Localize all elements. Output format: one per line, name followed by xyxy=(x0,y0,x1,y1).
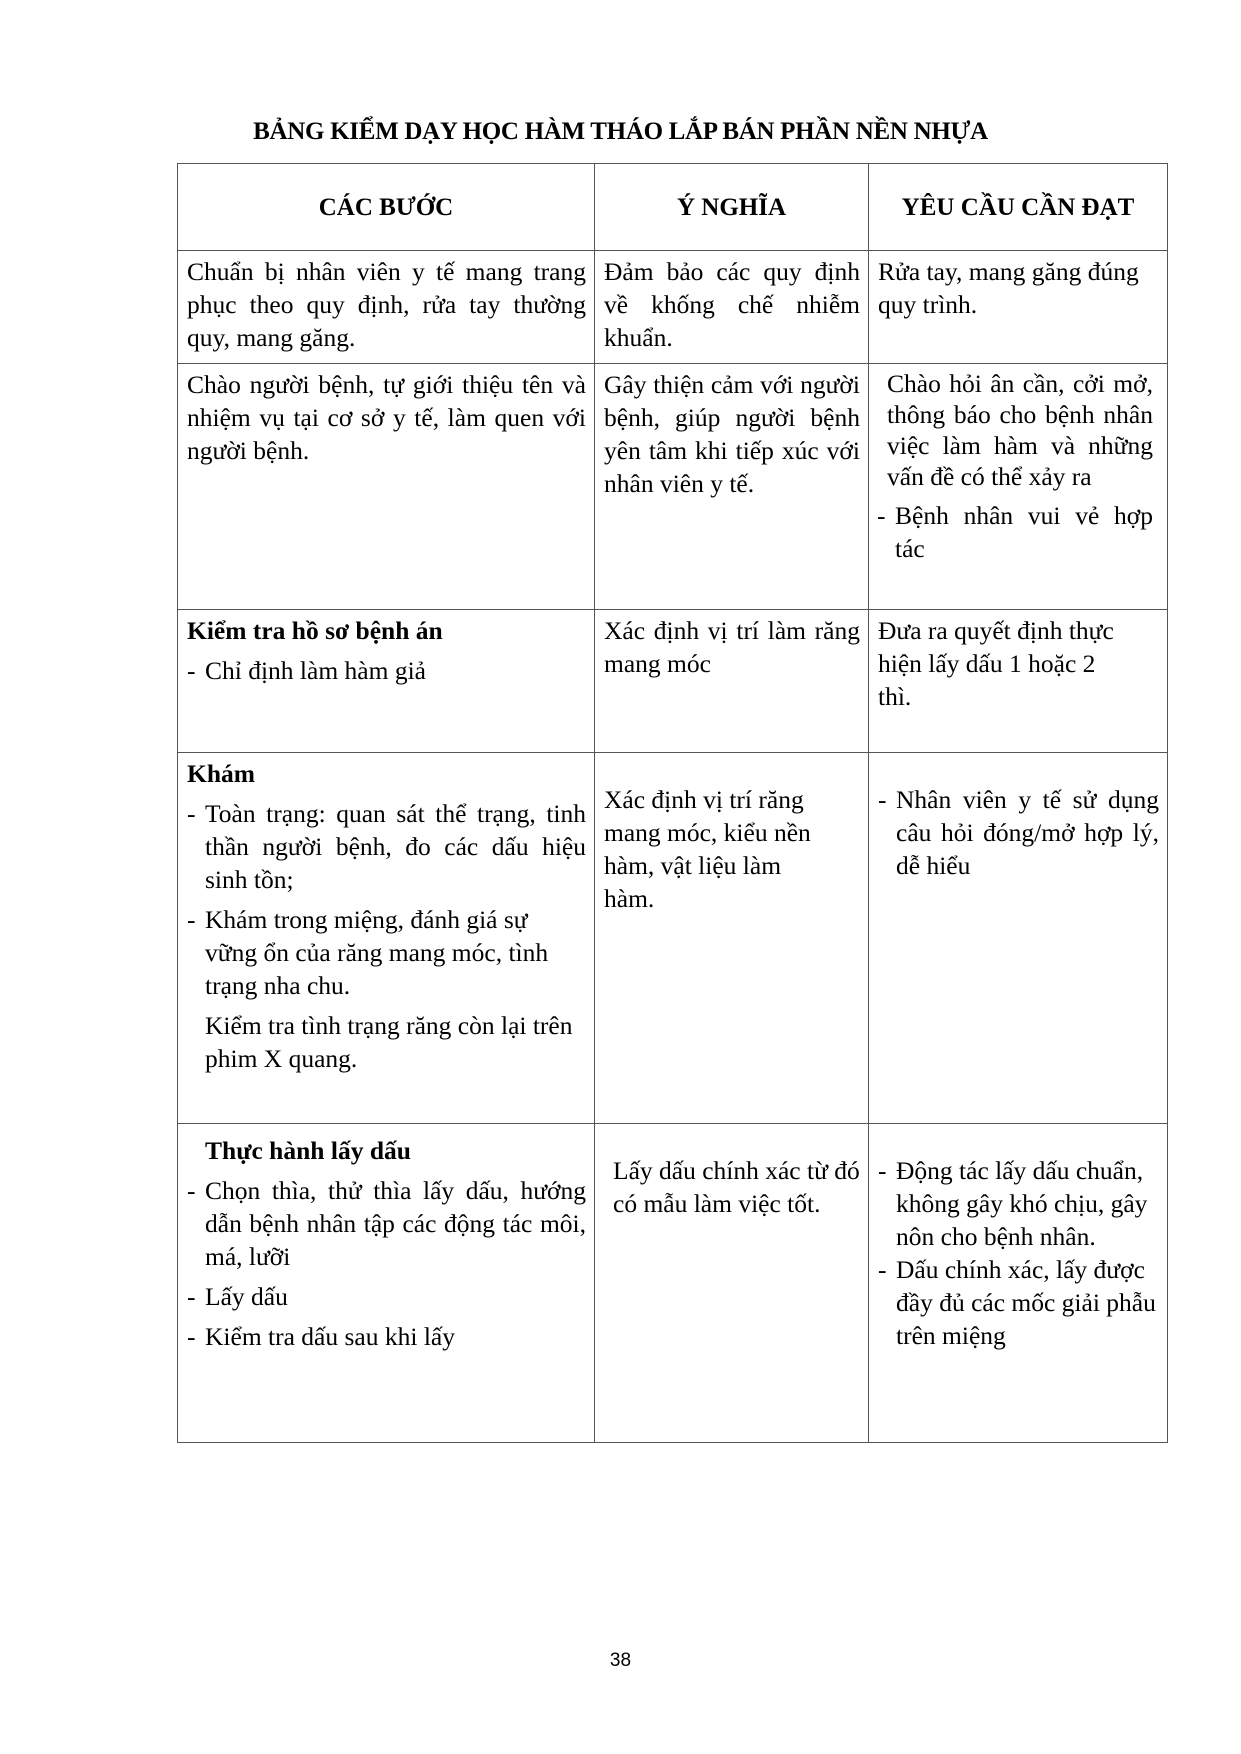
requirement-item-text: Bệnh nhân vui vẻ hợp tác xyxy=(895,501,1153,563)
steps-heading: Khám xyxy=(187,759,256,788)
steps-cell xyxy=(178,610,595,753)
dash: - xyxy=(878,785,887,814)
meaning-cell xyxy=(595,610,869,753)
steps-cell xyxy=(178,364,595,610)
requirement-text: Đưa ra quyết định thực hiện lấy dấu 1 hoặc 2 thì. xyxy=(878,616,1114,711)
meaning-text: Xác định vị trí làm răng mang móc xyxy=(604,616,860,678)
steps-item xyxy=(187,1174,586,1273)
table-row xyxy=(178,753,1168,1124)
table-row xyxy=(178,364,1168,610)
steps-note: Kiểm tra tình trạng răng còn lại trên phim X quang. xyxy=(205,1011,573,1073)
dash: - xyxy=(877,501,886,530)
requirement-cell xyxy=(869,251,1168,364)
requirement-item-text: Động tác lấy dấu chuẩn, không gây khó chịu, gây nôn cho bệnh nhân. xyxy=(896,1156,1148,1251)
requirement-text: Chào hỏi ân cần, cởi mở, thông báo cho bệnh nhân việc làm hàm và những vấn đề có thể xảy ra xyxy=(887,369,1153,491)
meaning-cell xyxy=(595,251,869,364)
meaning-text: Đảm bảo các quy định về khống chế nhiễm khuẩn. xyxy=(604,257,860,352)
steps-item-text: Khám trong miệng, đánh giá sự vững ổn của răng mang móc, tình trạng nha chu. xyxy=(205,905,549,1000)
requirement-cell xyxy=(869,1124,1168,1443)
meaning-text: Gây thiện cảm với người bệnh, giúp người bệnh yên tâm khi tiếp xúc với nhân viên y tế. xyxy=(604,370,860,498)
steps-text: Chuẩn bị nhân viên y tế mang trang phục theo quy định, rửa tay thường quy, mang găng. xyxy=(187,257,586,352)
requirement-item-text: Nhân viên y tế sử dụng câu hỏi đóng/mở hợp lý, dễ hiểu xyxy=(896,785,1159,880)
table-row xyxy=(178,251,1168,364)
steps-item-text: Lấy dấu xyxy=(205,1282,288,1311)
checklist-table xyxy=(177,163,1168,1443)
header-requirement: YÊU CẦU CẦN ĐẠT xyxy=(869,164,1168,251)
header-meaning: Ý NGHĨA xyxy=(595,164,869,251)
meaning-cell xyxy=(595,364,869,610)
requirement-text: Rửa tay, mang găng đúng quy trình. xyxy=(878,257,1139,319)
requirement-item xyxy=(878,1253,1159,1352)
dash: - xyxy=(187,1282,196,1311)
meaning-text: Xác định vị trí răng mang móc, kiểu nền hàm, vật liệu làm hàm. xyxy=(604,785,811,913)
requirement-cell xyxy=(869,753,1168,1124)
steps-item xyxy=(187,654,586,687)
steps-item-text: Kiểm tra dấu sau khi lấy xyxy=(205,1322,455,1351)
dash: - xyxy=(878,1255,887,1284)
dash: - xyxy=(187,1322,196,1351)
table-header-row xyxy=(178,164,1168,251)
dash: - xyxy=(187,656,196,685)
requirement-item xyxy=(878,783,1159,882)
dash: - xyxy=(187,905,196,934)
page-number: 38 xyxy=(609,1650,632,1671)
steps-item xyxy=(187,1280,586,1313)
steps-item-text: Chọn thìa, thử thìa lấy dấu, hướng dẫn bệnh nhân tập các động tác môi, má, lưỡi xyxy=(205,1176,586,1271)
requirement-item xyxy=(877,499,1153,565)
requirement-item-text: Dấu chính xác, lấy được đầy đủ các mốc giải phẫu trên miệng xyxy=(896,1255,1156,1350)
header-steps: CÁC BƯỚC xyxy=(178,164,595,251)
dash: - xyxy=(878,1156,887,1185)
steps-item xyxy=(187,1320,586,1353)
steps-item-text: Chỉ định làm hàm giả xyxy=(205,656,426,685)
dash: - xyxy=(187,1176,196,1205)
dash: - xyxy=(187,799,196,828)
meaning-cell xyxy=(595,753,869,1124)
meaning-text: Lấy dấu chính xác từ đó có mẫu làm việc tốt. xyxy=(613,1156,860,1218)
steps-cell xyxy=(178,753,595,1124)
steps-cell xyxy=(178,251,595,364)
steps-heading: Kiểm tra hồ sơ bệnh án xyxy=(187,616,443,645)
steps-item-text: Toàn trạng: quan sát thể trạng, tinh thần người bệnh, đo các dấu hiệu sinh tồn; xyxy=(205,799,586,894)
table-row xyxy=(178,610,1168,753)
steps-item xyxy=(187,903,586,1002)
steps-heading: Thực hành lấy dấu xyxy=(205,1136,411,1165)
requirement-item xyxy=(878,1154,1159,1253)
document-title: BẢNG KIỂM DẠY HỌC HÀM THÁO LẮP BÁN PHẦN NỀN NHỰA xyxy=(253,118,988,145)
steps-cell xyxy=(178,1124,595,1443)
table-row xyxy=(178,1124,1168,1443)
steps-item xyxy=(187,797,586,896)
meaning-cell xyxy=(595,1124,869,1443)
requirement-cell xyxy=(869,364,1168,610)
requirement-cell xyxy=(869,610,1168,753)
steps-text: Chào người bệnh, tự giới thiệu tên và nhiệm vụ tại cơ sở y tế, làm quen với người bệnh. xyxy=(187,370,586,465)
